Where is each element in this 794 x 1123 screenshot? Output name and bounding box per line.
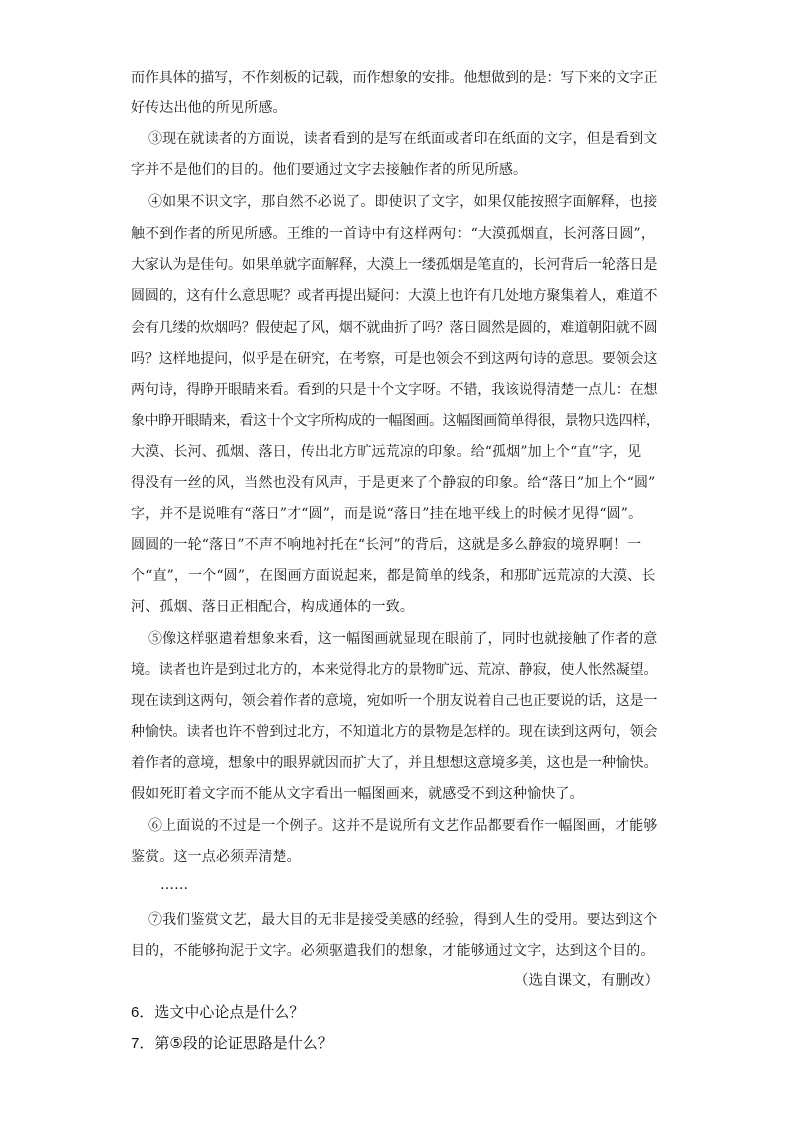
passage-line: 大漠、长河、孤烟、落日，传出北方旷远荒凉的印象。给“孤烟”加上个“直”字，见 (131, 444, 642, 460)
ellipsis: …… (160, 877, 189, 893)
paragraph-4-line: ④如果不识文字，那自然不必说了。即使识了文字，如果仅能按照字面解释，也接 (148, 194, 658, 210)
passage-line: 圆圆的一轮“落日”不声不响地衬托在“长河”的背后，这就是多么静寂的境界啊！一 (131, 537, 642, 553)
passage-line: 好传达出他的所见所感。 (131, 100, 287, 116)
paragraph-3-line: ③现在就读者的方面说，读者看到的是写在纸面或者印在纸面的文字，但是看到文 (148, 131, 658, 147)
passage-line: 个“直”，一个“圆”，在图画方面说起来，都是简单的线条，和那旷远荒凉的大漠、长 (131, 568, 656, 584)
passage-line: 字并不是他们的目的。他们要通过文字去接触作者的所见所感。 (131, 162, 528, 178)
question-7: 7．第⑤段的论证思路是什么？ (131, 1035, 333, 1052)
passage-line: 境。读者也许是到过北方的，本来觉得北方的景物旷远、荒凉、静寂，使人怅然凝望。 (131, 662, 658, 678)
passage-line: 种愉快。读者也许不曾到过北方，不知道北方的景物是怎样的。现在读到这两句，领会 (131, 724, 658, 740)
passage-line: 得没有一丝的风，当然也没有风声，于是更来了个静寂的印象。给“落日”加上个“圆” (131, 475, 656, 491)
passage-line: 着作者的意境，想象中的眼界就因而扩大了，并且想想这意境多美，这也是一种愉快。 (131, 755, 658, 771)
passage-line: 两句诗，得睁开眼睛来看。看到的只是十个文字呀。不错，我该说得清楚一点儿：在想 (131, 382, 658, 398)
passage-line: 目的，不能够拘泥于文字。必须驱遣我们的想象，才能够通过文字，达到这个目的。 (131, 943, 655, 959)
passage-line: 大家认为是佳句。如果单就字面解释，大漠上一缕孤烟是笔直的，长河背后一轮落日是 (131, 257, 658, 273)
question-6: 6．选文中心论点是什么？ (131, 1004, 305, 1021)
passage-line: 触不到作者的所见所感。王维的一首诗中有这样两句：“大漠孤烟直，长河落日圆”， (131, 226, 656, 242)
passage-line: 会有几缕的炊烟吗？假使起了风，烟不就曲折了吗？落日圆然是圆的，难道朝阳就不圆 (131, 320, 658, 336)
paragraph-6-line: ⑥上面说的不过是一个例子。这并不是说所有文艺作品都要看作一幅图画，才能够 (148, 818, 658, 834)
passage-line: 吗？这样地提问，似乎是在研究，在考察，可是也领会不到这两句诗的意思。要领会这 (131, 351, 658, 367)
source-attribution: （选自课文，有删改） (514, 973, 659, 989)
passage-line: 而作具体的描写，不作刻板的记载，而作想象的安排。他想做到的是：写下来的文字正 (131, 70, 658, 86)
passage-line: 假如死盯着文字而不能从文字看出一幅图画来，就感受不到这种愉快了。 (131, 786, 584, 802)
passage-line: 字，并不是说唯有“落日”才“圆”，而是说“落日”挂在地平线上的时候才见得“圆”。 (131, 506, 643, 522)
paragraph-5-line: ⑤像这样驱遣着想象来看，这一幅图画就显现在眼前了，同时也就接触了作者的意 (148, 631, 658, 647)
passage-line: 河、孤烟、落日正相配合，构成通体的一致。 (131, 599, 414, 615)
passage-line: 现在读到这两句，领会着作者的意境，宛如听一个朋友说着自己也正要说的话，这是一 (131, 693, 658, 709)
passage-line: 圆圆的，这有什么意思呢？或者再提出疑问：大漠上也许有几处地方聚集着人，难道不 (131, 288, 658, 304)
passage-line: 鉴赏。这一点必须弄清楚。 (131, 849, 301, 865)
paragraph-7-line: ⑦我们鉴赏文艺，最大目的无非是接受美感的经验，得到人生的受用。要达到这个 (148, 912, 658, 928)
passage-line: 象中睁开眼睛来，看这十个文字所构成的一幅图画。这幅图画简单得很，景物只选四样， (131, 413, 660, 429)
